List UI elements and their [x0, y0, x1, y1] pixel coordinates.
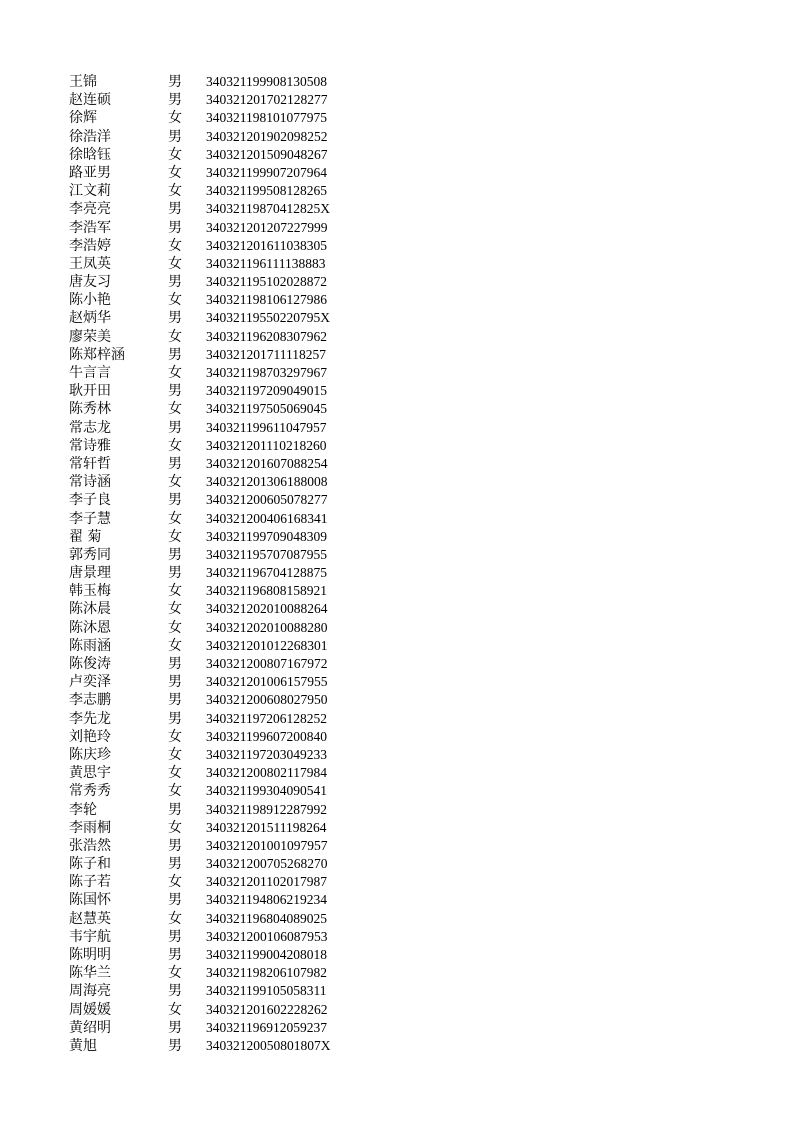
id-number-cell: 340321201702128277 [206, 92, 328, 108]
name-cell: 张浩然 [69, 837, 111, 854]
gender-cell: 男 [168, 74, 182, 90]
gender-cell: 男 [168, 310, 182, 327]
name-cell: 黄绍明 [69, 1019, 111, 1036]
gender-cell: 男 [168, 419, 182, 436]
name-cell: 李浩军 [69, 219, 111, 236]
gender-cell: 女 [168, 601, 182, 618]
name-cell: 陈郑梓涵 [69, 346, 125, 363]
table-row [0, 455, 793, 473]
name-cell: 陈国怀 [69, 892, 111, 909]
table-row [0, 891, 793, 909]
id-number-cell: 340321199908130508 [206, 74, 327, 89]
id-number-cell: 340321199611047957 [206, 419, 327, 435]
id-number-cell: 340321201509048267 [206, 146, 328, 162]
name-cell: 常志龙 [69, 419, 111, 436]
id-number-cell: 34032119550220795X [206, 310, 330, 326]
table-row [0, 146, 793, 164]
table-row [0, 255, 793, 273]
id-number-cell: 340321201012268301 [206, 637, 328, 653]
gender-cell: 女 [168, 255, 182, 272]
table-row [0, 273, 793, 291]
id-number-cell: 340321200608027950 [206, 692, 328, 708]
id-number-cell: 340321201602228262 [206, 1001, 328, 1017]
id-number-cell: 340321198703297967 [206, 365, 327, 380]
name-cell: 赵炳华 [69, 310, 111, 327]
name-cell: 廖荣美 [69, 328, 111, 345]
name-cell: 刘艳玲 [69, 728, 111, 745]
table-row [0, 728, 793, 746]
gender-cell: 女 [168, 328, 182, 345]
table-row [0, 910, 793, 928]
gender-cell: 女 [168, 510, 182, 527]
gender-cell: 男 [168, 201, 182, 218]
name-cell: 赵连硕 [69, 92, 111, 109]
id-number-cell: 340321201511198264 [206, 819, 327, 835]
id-number-cell: 340321199607200840 [206, 728, 327, 744]
table-row [0, 364, 793, 382]
table-row [0, 346, 793, 364]
name-cell: 徐浩洋 [69, 128, 111, 145]
gender-cell: 男 [168, 383, 182, 400]
gender-cell: 女 [168, 583, 182, 600]
name-cell: 王锦 [69, 74, 97, 90]
gender-cell: 男 [168, 274, 182, 291]
roster-table [0, 73, 793, 1055]
table-row [0, 928, 793, 946]
gender-cell: 男 [168, 856, 182, 873]
id-number-cell: 340321200605078277 [206, 492, 328, 508]
name-cell: 翟 菊 [69, 528, 102, 545]
gender-cell: 女 [168, 1001, 182, 1018]
name-cell: 周媛媛 [69, 1001, 111, 1018]
gender-cell: 男 [168, 92, 182, 109]
gender-cell: 男 [168, 128, 182, 145]
gender-cell: 女 [168, 874, 182, 891]
id-number-cell: 340321199105058311 [206, 983, 327, 999]
table-row [0, 764, 793, 782]
id-number-cell: 340321200106087953 [206, 928, 328, 944]
name-cell: 郭秀同 [69, 546, 111, 563]
gender-cell: 女 [168, 819, 182, 836]
gender-cell: 男 [168, 837, 182, 854]
id-number-cell: 340321197203049233 [206, 746, 327, 762]
gender-cell: 女 [168, 146, 182, 163]
gender-cell: 女 [168, 746, 182, 763]
name-cell: 徐晗钰 [69, 146, 111, 163]
name-cell: 李亮亮 [69, 201, 111, 218]
gender-cell: 女 [168, 292, 182, 309]
id-number-cell: 340321199304090541 [206, 783, 327, 799]
name-cell: 陈子和 [69, 856, 111, 873]
gender-cell: 女 [168, 765, 182, 782]
table-row [0, 801, 793, 819]
gender-cell: 女 [168, 110, 182, 127]
table-row [0, 400, 793, 418]
table-row [0, 73, 793, 91]
gender-cell: 女 [168, 783, 182, 800]
table-row [0, 946, 793, 964]
gender-cell: 男 [168, 674, 182, 691]
id-number-cell: 340321201607088254 [206, 455, 328, 471]
table-row [0, 382, 793, 400]
gender-cell: 女 [168, 474, 182, 491]
name-cell: 唐友习 [69, 274, 111, 291]
gender-cell: 女 [168, 728, 182, 745]
name-cell: 常轩哲 [69, 455, 111, 472]
gender-cell: 男 [168, 801, 182, 818]
gender-cell: 男 [168, 710, 182, 727]
table-row [0, 510, 793, 528]
id-number-cell: 340321201006157955 [206, 674, 328, 690]
table-row [0, 710, 793, 728]
name-cell: 李先龙 [69, 710, 111, 727]
table-row [0, 564, 793, 582]
table-row [0, 600, 793, 618]
id-number-cell: 340321196808158921 [206, 583, 327, 599]
name-cell: 陈秀林 [69, 401, 111, 418]
id-number-cell: 340321201611038305 [206, 237, 327, 253]
name-cell: 陈雨涵 [69, 637, 111, 654]
gender-cell: 女 [168, 910, 182, 927]
gender-cell: 男 [168, 219, 182, 236]
id-number-cell: 340321194806219234 [206, 892, 327, 908]
gender-cell: 女 [168, 401, 182, 418]
gender-cell: 男 [168, 692, 182, 709]
gender-cell: 女 [168, 365, 182, 381]
gender-cell: 男 [168, 892, 182, 909]
table-row [0, 964, 793, 982]
table-row [0, 237, 793, 255]
gender-cell: 男 [168, 346, 182, 363]
id-number-cell: 340321198206107982 [206, 965, 327, 981]
name-cell: 韦宇航 [69, 928, 111, 945]
id-number-cell: 340321198912287992 [206, 801, 327, 817]
table-row [0, 546, 793, 564]
id-number-cell: 34032119870412825X [206, 201, 330, 217]
id-number-cell: 340321197206128252 [206, 710, 327, 726]
id-number-cell: 340321201711118257 [206, 346, 326, 362]
id-number-cell: 340321202010088280 [206, 619, 328, 635]
gender-cell: 男 [168, 1019, 182, 1036]
table-row [0, 528, 793, 546]
table-row [0, 1019, 793, 1037]
gender-cell: 男 [168, 546, 182, 563]
id-number-cell: 340321200807167972 [206, 656, 328, 671]
name-cell: 陈沐恩 [69, 619, 111, 636]
name-cell: 徐辉 [69, 110, 97, 127]
name-cell: 赵慧英 [69, 910, 111, 927]
table-row [0, 91, 793, 109]
table-row [0, 219, 793, 237]
id-number-cell: 340321195707087955 [206, 546, 327, 562]
name-cell: 陈沐晨 [69, 601, 111, 618]
id-number-cell: 340321199907207964 [206, 164, 327, 180]
name-cell: 王凤英 [69, 255, 111, 272]
id-number-cell: 340321201102017987 [206, 874, 327, 890]
table-row [0, 837, 793, 855]
table-row [0, 164, 793, 182]
gender-cell: 男 [168, 1037, 182, 1054]
name-cell: 耿开田 [69, 383, 111, 400]
id-number-cell: 340321196912059237 [206, 1019, 327, 1035]
name-cell: 周海亮 [69, 983, 111, 1000]
table-row [0, 473, 793, 491]
name-cell: 李雨桐 [69, 819, 111, 836]
table-row [0, 819, 793, 837]
id-number-cell: 340321195102028872 [206, 274, 327, 290]
gender-cell: 男 [168, 928, 182, 945]
id-number-cell: 340321197209049015 [206, 383, 327, 399]
table-row [0, 982, 793, 1000]
id-number-cell: 340321199508128265 [206, 183, 327, 199]
name-cell: 常诗涵 [69, 474, 111, 491]
name-cell: 牛言言 [69, 365, 111, 381]
table-row [0, 1001, 793, 1019]
name-cell: 常秀秀 [69, 783, 111, 800]
table-row [0, 1037, 793, 1055]
id-number-cell: 340321201001097957 [206, 837, 328, 853]
name-cell: 陈子若 [69, 874, 111, 891]
id-number-cell: 340321202010088264 [206, 601, 328, 617]
gender-cell: 男 [168, 983, 182, 1000]
table-row [0, 873, 793, 891]
id-number-cell: 340321201902098252 [206, 128, 328, 144]
table-row [0, 200, 793, 218]
gender-cell: 女 [168, 637, 182, 654]
table-row [0, 109, 793, 127]
name-cell: 常诗雅 [69, 437, 111, 454]
name-cell: 李子慧 [69, 510, 111, 527]
name-cell: 陈俊涛 [69, 656, 111, 672]
id-number-cell: 340321197505069045 [206, 401, 327, 417]
id-number-cell: 340321196804089025 [206, 910, 327, 926]
id-number-cell: 340321196208307962 [206, 328, 327, 344]
gender-cell: 男 [168, 947, 182, 963]
table-row [0, 637, 793, 655]
gender-cell: 女 [168, 437, 182, 454]
table-row [0, 619, 793, 637]
gender-cell: 女 [168, 237, 182, 254]
name-cell: 韩玉梅 [69, 583, 111, 600]
name-cell: 李轮 [69, 801, 97, 818]
name-cell: 卢奕泽 [69, 674, 111, 691]
name-cell: 李子良 [69, 492, 111, 509]
id-number-cell: 340321201306188008 [206, 474, 328, 490]
gender-cell: 男 [168, 565, 182, 582]
table-row [0, 673, 793, 691]
table-row [0, 419, 793, 437]
table-row [0, 655, 793, 673]
table-row [0, 328, 793, 346]
table-row [0, 582, 793, 600]
id-number-cell: 340321196704128875 [206, 565, 327, 581]
table-row [0, 491, 793, 509]
table-row [0, 291, 793, 309]
table-row [0, 691, 793, 709]
table-row [0, 309, 793, 327]
name-cell: 江文莉 [69, 183, 111, 200]
name-cell: 黄思宇 [69, 765, 111, 782]
id-number-cell: 340321201207227999 [206, 219, 328, 235]
name-cell: 陈明明 [69, 947, 111, 963]
name-cell: 路亚男 [69, 164, 111, 181]
table-row [0, 855, 793, 873]
table-row [0, 782, 793, 800]
id-number-cell: 340321200802117984 [206, 765, 327, 781]
id-number-cell: 34032120050801807X [206, 1037, 331, 1053]
name-cell: 唐景理 [69, 565, 111, 582]
gender-cell: 女 [168, 528, 182, 545]
id-number-cell: 340321196111138883 [206, 255, 326, 271]
name-cell: 陈小艳 [69, 292, 111, 309]
gender-cell: 女 [168, 965, 182, 982]
id-number-cell: 340321201110218260 [206, 437, 327, 453]
id-number-cell: 340321199709048309 [206, 528, 327, 544]
table-row [0, 182, 793, 200]
table-row [0, 746, 793, 764]
id-number-cell: 340321200705268270 [206, 856, 328, 872]
id-number-cell: 340321200406168341 [206, 510, 328, 526]
gender-cell: 女 [168, 164, 182, 181]
id-number-cell: 340321198106127986 [206, 292, 327, 308]
name-cell: 黄旭 [69, 1037, 97, 1054]
id-number-cell: 340321198101077975 [206, 110, 327, 126]
name-cell: 陈庆珍 [69, 746, 111, 763]
name-cell: 李志鹏 [69, 692, 111, 709]
gender-cell: 女 [168, 619, 182, 636]
table-row [0, 437, 793, 455]
gender-cell: 女 [168, 183, 182, 200]
table-row [0, 128, 793, 146]
name-cell: 陈华兰 [69, 965, 111, 982]
gender-cell: 男 [168, 455, 182, 472]
gender-cell: 男 [168, 492, 182, 509]
name-cell: 李浩婷 [69, 237, 111, 254]
gender-cell: 男 [168, 656, 182, 672]
id-number-cell: 340321199004208018 [206, 947, 327, 962]
